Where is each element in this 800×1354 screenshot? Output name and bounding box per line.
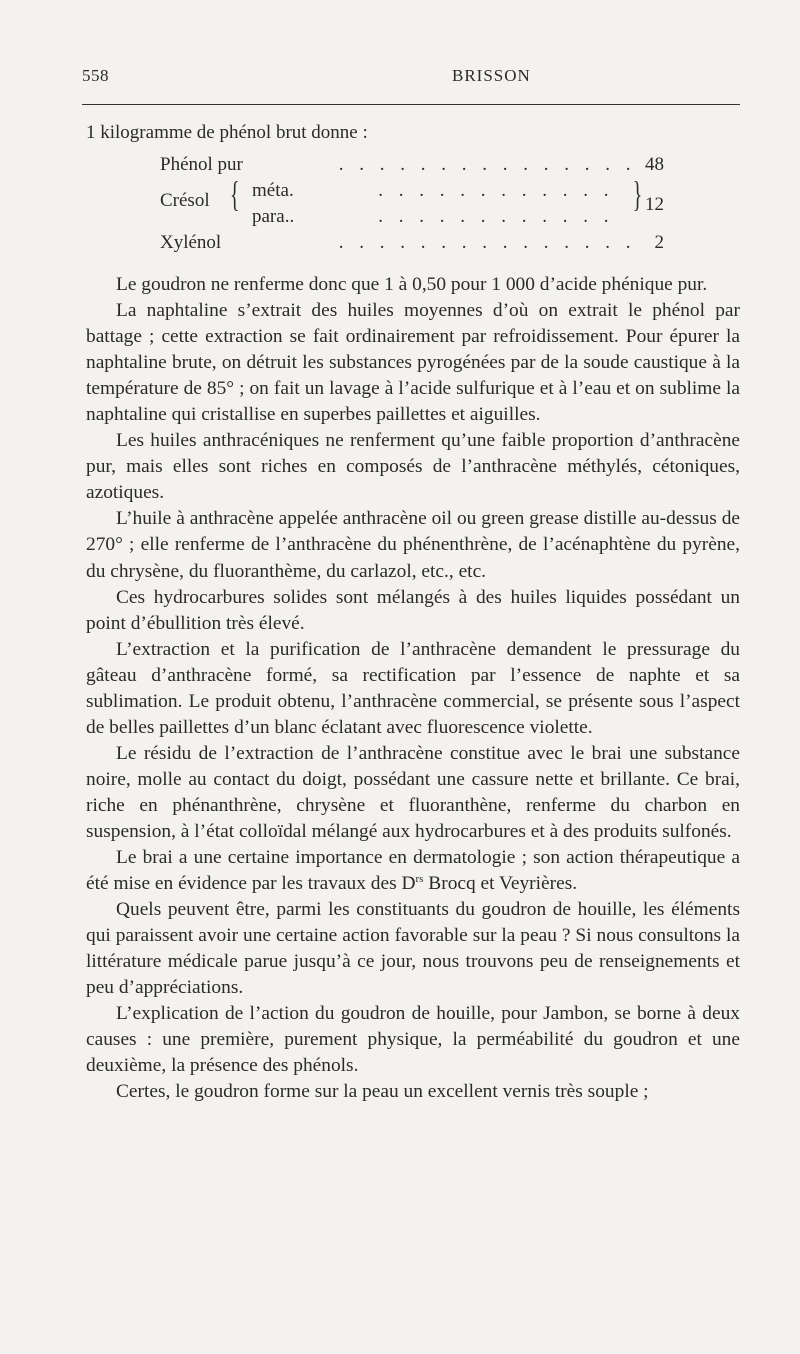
- dot-leader: . . . . . . . . . . . . . . .: [338, 154, 636, 175]
- paragraph-text: Le brai a une certaine importance en dermatologie ; son action thérapeutique a été mise en évidence par les travaux des D: [86, 847, 740, 895]
- paragraph: L’explication de l’action du goudron de houille, pour Jambon, se borne à deux causes : une première, purement physique, la perméabilité du goudron et une deuxième, la présence des phénols.: [86, 1003, 740, 1077]
- dot-leader: . . . . . . . . . . . . . . .: [338, 232, 636, 253]
- dot-leader: . . . . . . . . . . . .: [378, 180, 614, 201]
- meta-label: méta: [252, 180, 289, 201]
- table-row-meta: méta. . . . . . . . . . . . .: [252, 178, 664, 204]
- right-brace: }: [632, 174, 642, 214]
- xylenol-label: Xylénol: [160, 232, 222, 253]
- para-label: para: [252, 206, 285, 227]
- paragraph: Quels peuvent être, parmi les constituants du goudron de houille, les éléments qui paraissent avoir une certaine action favorable sur la peau ? Si nous consultons la littérature médicale parue jusqu’à ce jour, nous trouvons peu de renseignements et peu d’appréciations.: [86, 899, 740, 999]
- paragraph: Les huiles anthracéniques ne renferment qu’une faible proportion d’anthracène pur, mais elles sont riches en composés de l’anthracène méthylés, cétoniques, azotiques.: [86, 430, 740, 504]
- table-row-xylenol: [160, 230, 664, 256]
- superscript: rs: [415, 873, 424, 886]
- body-text: [86, 272, 740, 1106]
- phenol-value: 48: [645, 154, 664, 175]
- cresol-label: Crésol: [160, 190, 210, 211]
- page-header: [82, 66, 740, 90]
- xylenol-value: 2: [654, 232, 664, 253]
- paragraph-text: Brocq et Veyrières.: [423, 873, 578, 895]
- left-brace: {: [230, 174, 240, 214]
- page-number: 558: [82, 66, 109, 85]
- dot-leader: . . . . . . . . . . . .: [378, 206, 614, 227]
- paragraph: Le résidu de l’extraction de l’anthracène constitue avec le brai une substance noire, molle au contact du doigt, possédant une cassure nette et brillante. Ce brai, riche en phénanthrène, chrysène et fluoranthène, renferme du charbon en suspension, à l’état colloïdal mélangé aux hydrocarbures et à des produits sulfonés.: [86, 742, 740, 842]
- header-rule: [82, 104, 740, 105]
- paragraph: L’huile à anthracène appelée anthracène oil ou green grease distille au-dessus de 270° ; elle renferme de l’anthracène du phénenthrène, de l’acénaphtène du pyrène, du chrysène, du fluoranthème, du carlazol, etc., etc.: [86, 508, 740, 582]
- cresol-value: 12: [645, 194, 664, 215]
- paragraph: Certes, le goudron forme sur la peau un excellent vernis très souple ;: [116, 1081, 649, 1103]
- paragraph: L’extraction et la purification de l’anthracène demandent le pressurage du gâteau d’anthracène formé, sa rectification par l’essence de naphte et sa sublimation. Le produit obtenu, l’anthracène commercial, se présente sous l’aspect de belles paillettes d’un blanc éclatant avec fluorescence violette.: [86, 638, 740, 738]
- intro-line: 1 kilogramme de phénol brut donne :: [86, 122, 368, 143]
- paragraph: Le goudron ne renferme donc que 1 à 0,50 pour 1 000 d’acide phénique pur.: [116, 274, 708, 295]
- table-row-para: para.. . . . . . . . . . . . .: [252, 204, 664, 230]
- paragraph: La naphtaline s’extrait des huiles moyennes d’où on extrait le phénol par battage ; cette extraction se fait ordinairement par refroidissement. Pour épurer la naphtaline brute, on détruit les substances pyrogénées par de la soude caustique à la température de 85° ; on fait un lavage à l’acide sulfurique et à l’eau et on sublime la naphtaline qui cristallise en superbes paillettes et aiguilles.: [86, 300, 740, 426]
- phenol-label: Phénol pur: [160, 154, 243, 175]
- running-title: BRISSON: [452, 66, 531, 85]
- paragraph: [86, 845, 740, 897]
- paragraph: Ces hydrocarbures solides sont mélangés à des huiles liquides possédant un point d’ébullition très élevé.: [86, 586, 740, 634]
